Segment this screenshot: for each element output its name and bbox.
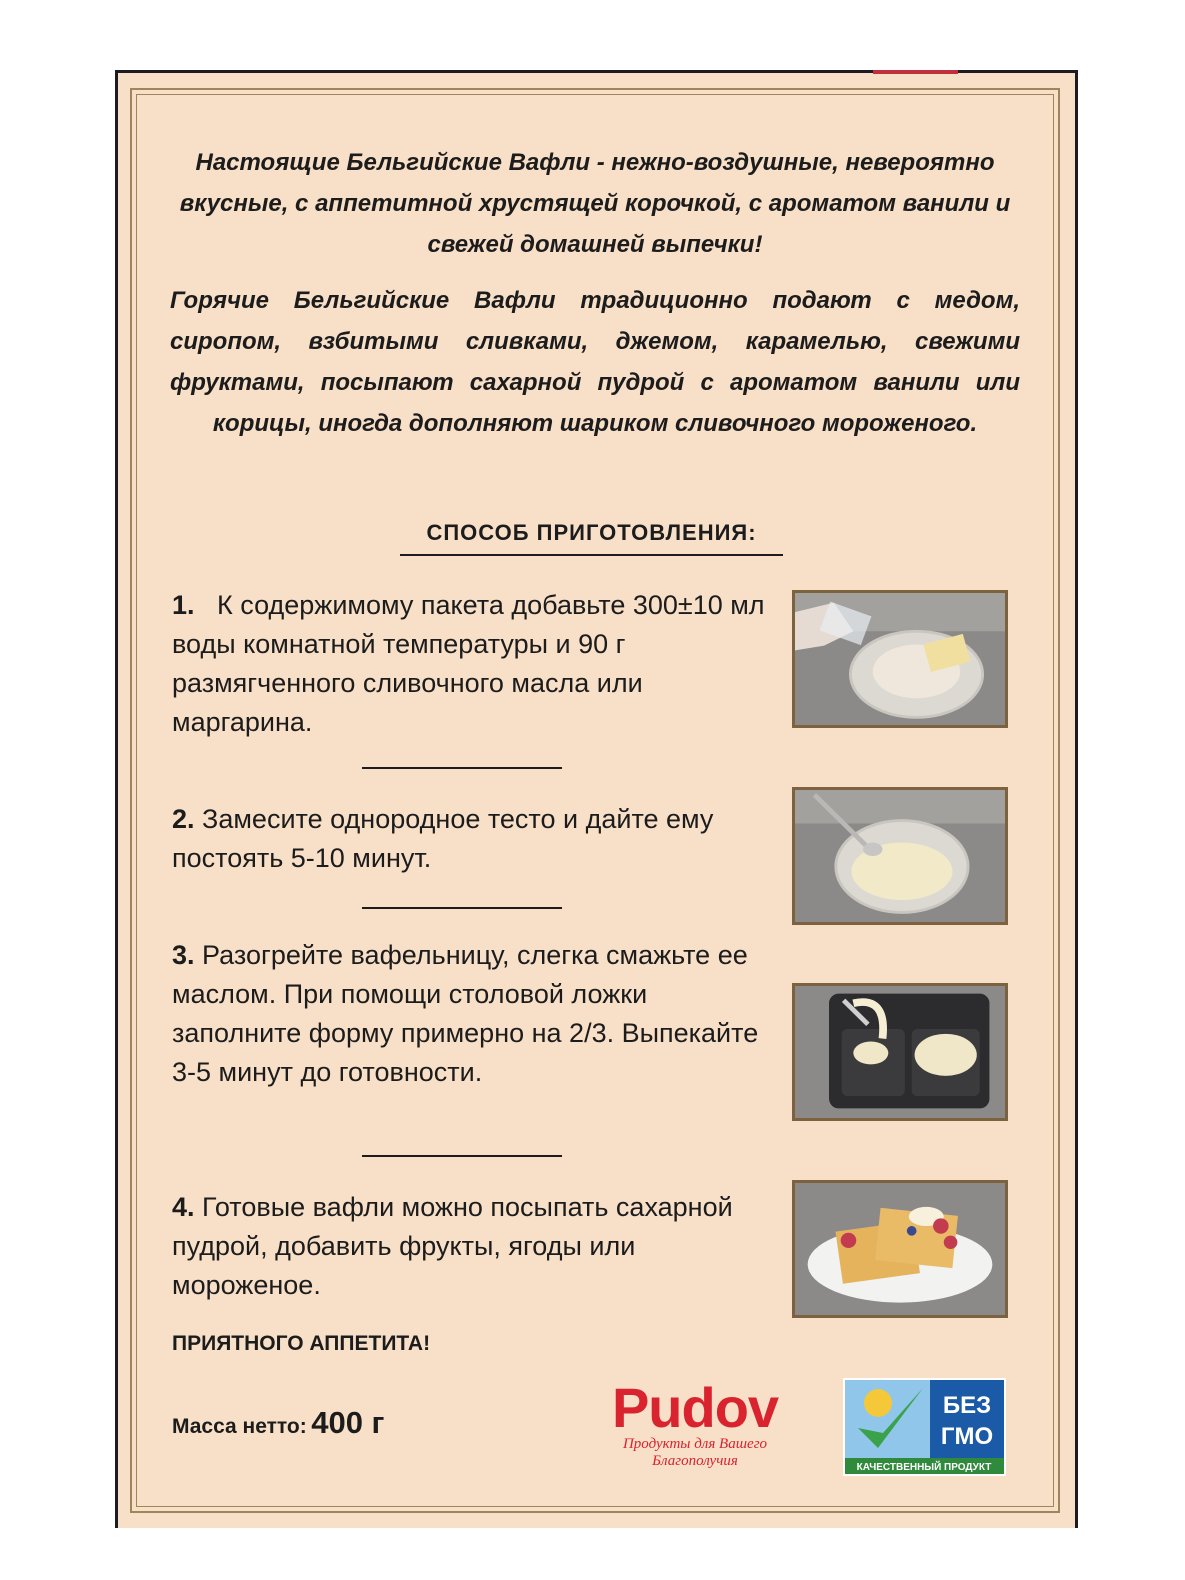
closing-text: ПРИЯТНОГО АППЕТИТА! bbox=[172, 1332, 431, 1355]
intro-paragraph-1: Настоящие Бельгийские Вафли - нежно-воздушные, невероятно вкусные, с аппетитной хрустящей корочкой, с ароматом ванили и свежей домашней выпечки! bbox=[179, 149, 1011, 258]
step-2-photo bbox=[792, 787, 1008, 925]
step-1 bbox=[172, 586, 772, 742]
step-separator bbox=[362, 1155, 562, 1157]
net-mass-value: 400 г bbox=[311, 1405, 385, 1440]
method-title: СПОСОБ ПРИГОТОВЛЕНИЯ: bbox=[400, 520, 783, 556]
sun-icon bbox=[864, 1389, 892, 1417]
brand-name: Pudov bbox=[611, 1376, 779, 1439]
step-3 bbox=[172, 936, 772, 1092]
step-4-photo bbox=[792, 1180, 1008, 1318]
brand-tagline-line2: Благополучия bbox=[652, 1453, 738, 1469]
step-number: 1. bbox=[172, 590, 195, 620]
step-4 bbox=[172, 1188, 772, 1305]
step-3-photo bbox=[792, 983, 1008, 1121]
step-text: Разогрейте вафельницу, слегка смажьте ее маслом. При помощи столовой ложки заполните форму примерно на 2/3. Выпекайте 3-5 минут до готовности. bbox=[172, 940, 759, 1087]
badge-caption: КАЧЕСТВЕННЫЙ ПРОДУКТ bbox=[856, 1462, 992, 1473]
brand-tagline-line1: Продукты для Вашего bbox=[622, 1436, 768, 1452]
step-separator bbox=[362, 907, 562, 909]
net-mass-label: Масса нетто: bbox=[172, 1415, 307, 1438]
net-mass bbox=[172, 1405, 384, 1441]
step-2 bbox=[172, 800, 772, 878]
step-1-photo bbox=[792, 590, 1008, 728]
step-number: 2. bbox=[172, 804, 195, 834]
badge-line1: БЕЗ bbox=[942, 1392, 992, 1419]
step-number: 3. bbox=[172, 940, 195, 970]
step-separator bbox=[362, 767, 562, 769]
badge-line2: ГМО bbox=[940, 1423, 994, 1450]
no-gmo-badge bbox=[843, 1378, 1006, 1476]
step-text: К содержимому пакета добавьте 300±10 мл воды комнатной температуры и 90 г размягченного сливочного масла или маргарина. bbox=[172, 590, 765, 737]
pudov-logo bbox=[605, 1376, 785, 1470]
step-number: 4. bbox=[172, 1192, 195, 1222]
intro-paragraph-2: Горячие Бельгийские Вафли традиционно подают с медом, сиропом, взбитыми сливками, джемом, карамелью, свежими фруктами, посыпают сахарной пудрой с ароматом ванили или корицы, иногда дополняют шариком сливочного мороженого. bbox=[170, 287, 1020, 437]
step-text: Готовые вафли можно посыпать сахарной пудрой, добавить фрукты, ягоды или мороженое. bbox=[172, 1192, 733, 1300]
step-text: Замесите однородное тесто и дайте ему постоять 5-10 минут. bbox=[172, 804, 714, 873]
top-accent-stripe bbox=[873, 70, 958, 74]
